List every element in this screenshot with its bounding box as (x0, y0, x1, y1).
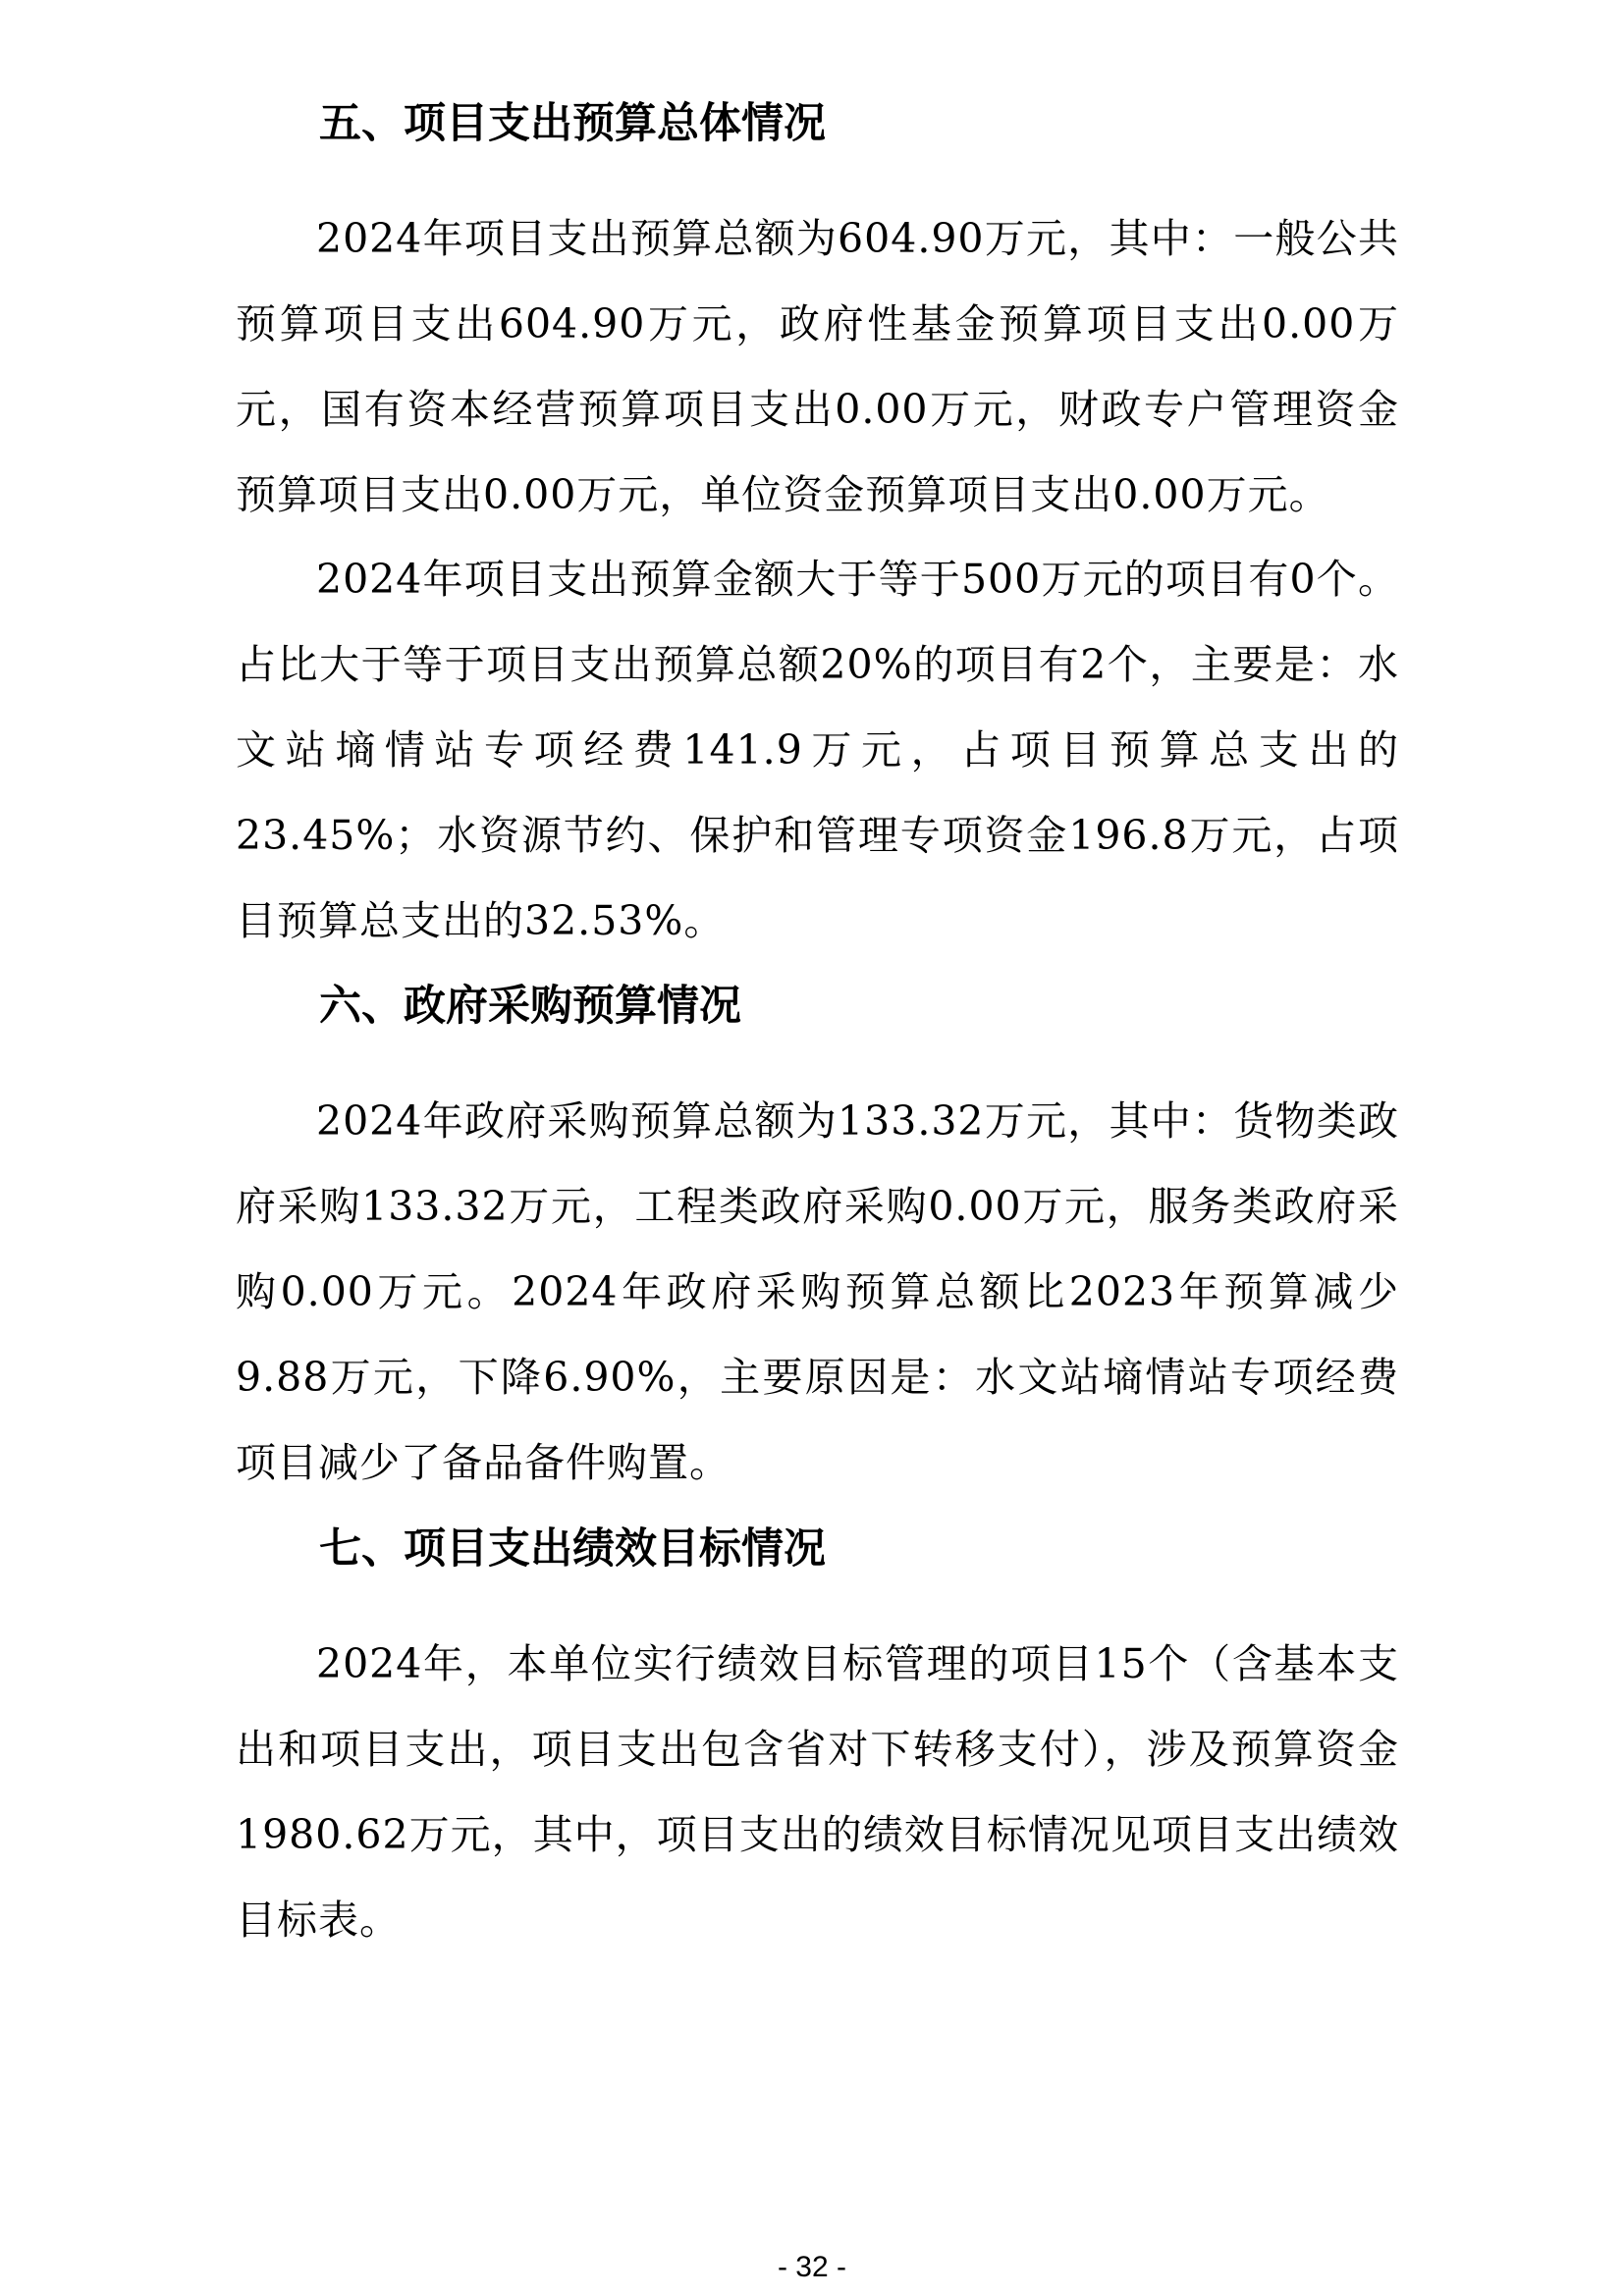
section-heading-project-expenditure: 五、项目支出预算总体情况 (319, 99, 826, 148)
paragraph-government-procurement: 2024年政府采购预算总额为133.32万元，其中：货物类政府采购133.32万元，工程类政府采购0.00万元，服务类政府采购0.00万元。2024年政府采购预算总额比2023年预算减少9.88万元，下降6.90%，主要原因是：水文站墒情站专项经费项目减少了备品备件购置。 (236, 1097, 1399, 1486)
paragraph-project-expenditure-major: 2024年项目支出预算金额大于等于500万元的项目有0个。占比大于等于项目支出预算总额20%的项目有2个，主要是：水文站墒情站专项经费141.9万元，占项目预算总支出的23.45%；水资源节约、保护和管理专项资金196.8万元，占项目预算总支出的32.53%。 (236, 556, 1399, 944)
page-number: - 32 - (777, 2251, 847, 2283)
paragraph-project-expenditure-total: 2024年项目支出预算总额为604.90万元，其中：一般公共预算项目支出604.90万元，政府性基金预算项目支出0.00万元，国有资本经营预算项目支出0.00万元，财政专户管理资金预算项目支出0.00万元，单位资金预算项目支出0.00万元。 (236, 215, 1399, 518)
section-heading-government-procurement: 六、政府采购预算情况 (319, 982, 741, 1031)
section-heading-performance-targets: 七、项目支出绩效目标情况 (319, 1524, 826, 1574)
paragraph-performance-targets: 2024年，本单位实行绩效目标管理的项目15个（含基本支出和项目支出，项目支出包含省对下转移支付），涉及预算资金1980.62万元，其中，项目支出的绩效目标情况见项目支出绩效目标表。 (236, 1640, 1399, 1944)
